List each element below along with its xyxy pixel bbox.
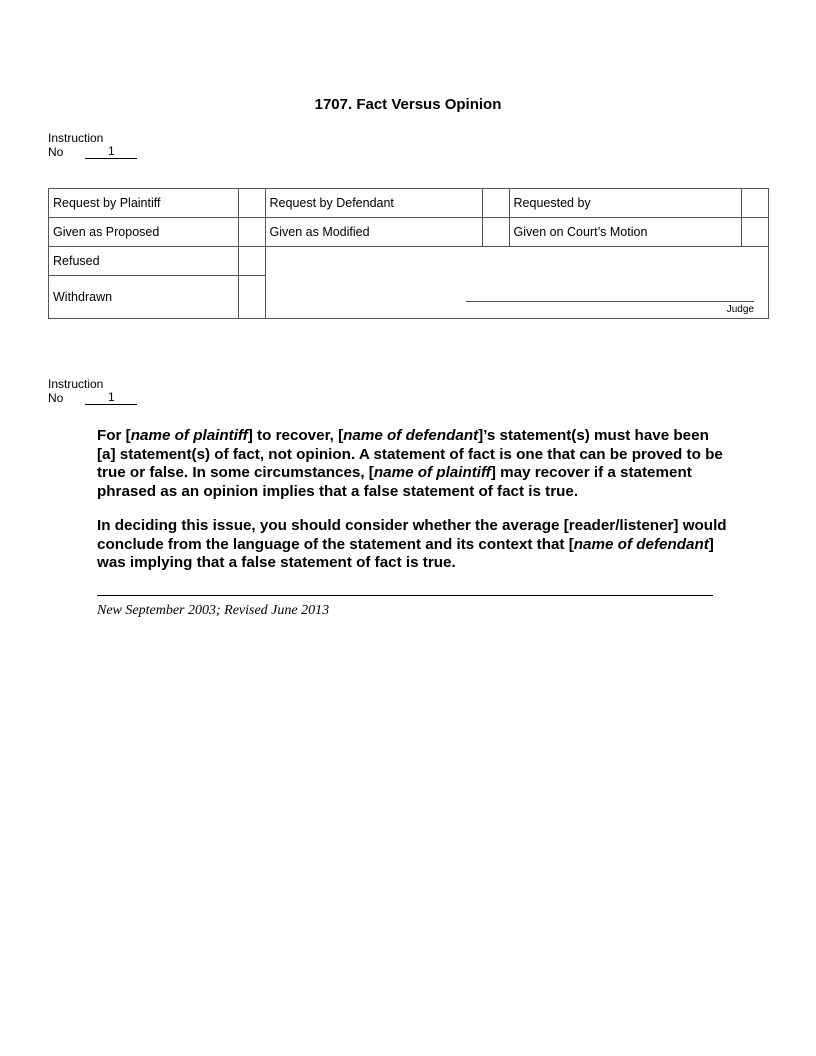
judge-label: Judge <box>726 304 754 315</box>
request-by-defendant-label: Request by Defendant <box>265 189 482 218</box>
judge-signature-area <box>265 247 768 319</box>
text-run: ] to recover, [ <box>247 427 344 444</box>
instruction-label: Instruction <box>48 377 104 391</box>
withdrawn-label: Withdrawn <box>49 276 239 319</box>
divider-line <box>97 595 713 596</box>
instruction-no-label: No <box>48 391 64 405</box>
given-on-courts-motion-checkbox[interactable] <box>742 218 769 247</box>
text-run: ] may recover if a statement phrased as an opinion implies that a false statement of fact is true. <box>97 464 692 500</box>
requested-by-checkbox[interactable] <box>742 189 769 218</box>
instruction-paragraph-2 <box>97 517 727 573</box>
request-table <box>48 188 769 319</box>
text-run: For [ <box>97 427 131 444</box>
request-by-plaintiff-label: Request by Plaintiff <box>49 189 239 218</box>
instruction-label: Instruction <box>48 131 104 145</box>
withdrawn-checkbox[interactable] <box>238 276 265 319</box>
placeholder-name-of-defendant: name of defendant <box>573 535 709 553</box>
text-run: ]’s statement(s) must have been [a] statement(s) of fact, not opinion. A statement of fact is one that can be proved to be true or false. In some circumstances, [ <box>97 427 723 481</box>
placeholder-name-of-defendant: name of defendant <box>343 427 479 444</box>
instruction-number-block <box>48 131 137 159</box>
given-as-modified-label: Given as Modified <box>265 218 482 247</box>
instruction-paragraph-1 <box>97 427 727 501</box>
instruction-no-value: 1 <box>85 145 137 159</box>
instruction-no-value: 1 <box>85 391 137 405</box>
instruction-no-label: No <box>48 145 64 159</box>
instruction-number-block-2 <box>48 377 137 405</box>
text-run: In deciding this issue, you should consider whether the average [reader/listener] would conclude from the language of the statement and its context that [ <box>97 517 727 553</box>
instruction-body <box>97 427 727 589</box>
refused-checkbox[interactable] <box>238 247 265 276</box>
placeholder-name-of-plaintiff: name of plaintiff <box>373 464 491 481</box>
requested-by-label: Requested by <box>509 189 741 218</box>
given-as-modified-checkbox[interactable] <box>482 218 509 247</box>
given-on-courts-motion-label: Given on Court’s Motion <box>509 218 741 247</box>
refused-label: Refused <box>49 247 239 276</box>
revision-history: New September 2003; Revised June 2013 <box>97 603 330 618</box>
request-by-plaintiff-checkbox[interactable] <box>238 189 265 218</box>
text-run: ] was implying that a false statement of fact is true. <box>97 535 714 571</box>
page-title: 1707. Fact Versus Opinion <box>314 96 502 113</box>
given-as-proposed-label: Given as Proposed <box>49 218 239 247</box>
judge-signature-line[interactable] <box>466 301 754 302</box>
request-by-defendant-checkbox[interactable] <box>482 189 509 218</box>
placeholder-name-of-plaintiff: name of plaintiff <box>130 427 248 444</box>
given-as-proposed-checkbox[interactable] <box>238 218 265 247</box>
